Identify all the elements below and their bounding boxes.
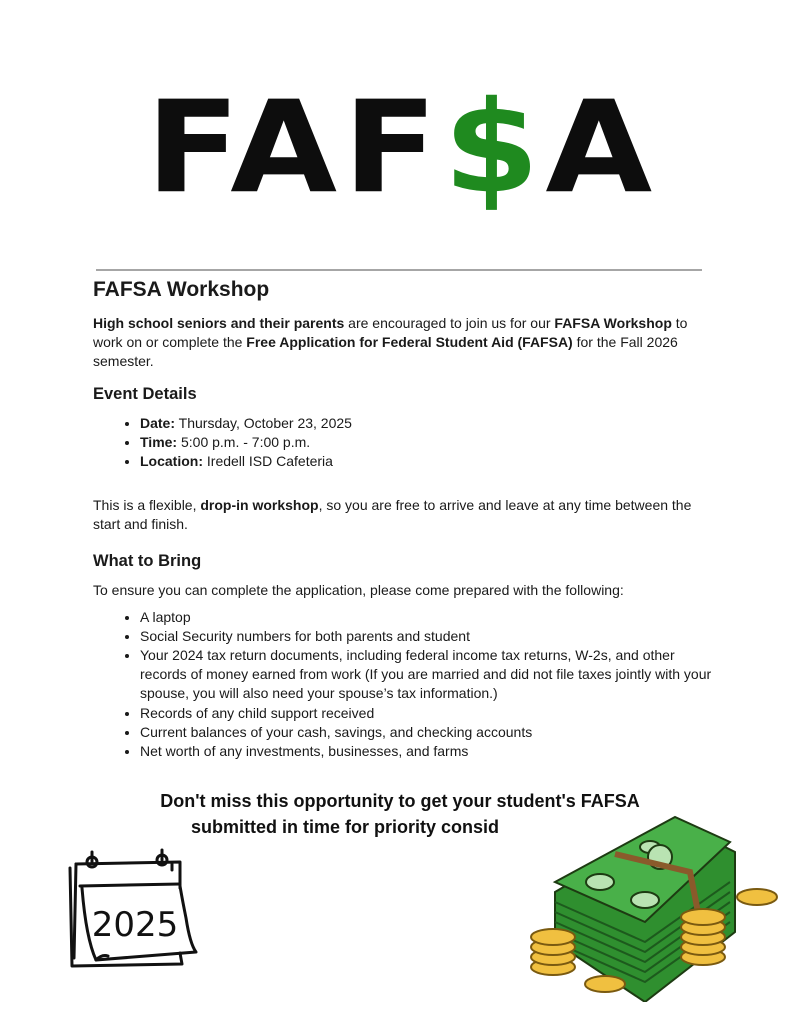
intro-text: to work on or complete the	[93, 315, 688, 350]
detail-date	[140, 414, 713, 433]
intro-text: for the Fall 2026 semester.	[93, 334, 678, 369]
what-to-bring-list	[93, 608, 713, 762]
list-item: • Current balances of your cash, savings, and checking accounts	[140, 723, 713, 742]
dollar-sign-icon: $	[443, 73, 546, 222]
intro-bold-fafsa: Free Application for Federal Student Aid (FAFSA)	[246, 334, 573, 350]
logo-prefix: FAF	[145, 73, 444, 222]
detail-label: Time:	[140, 434, 178, 451]
list-item: • Records of any child support received	[140, 704, 713, 723]
list-item: • A laptop	[140, 608, 713, 627]
what-to-bring-heading: What to Bring	[93, 551, 202, 570]
flexible-text: This is a flexible,	[93, 496, 201, 513]
what-to-bring-intro: To ensure you can complete the application, please come prepared with the following:	[93, 581, 624, 598]
logo-text	[145, 73, 659, 222]
list-item: • Your 2024 tax return documents, including federal income tax returns, W-2s, and other records of money earned from work (If you are married and did not file taxes jointly with your spouse, you will also need your spouse’s tax information.)	[140, 646, 713, 704]
detail-time	[140, 433, 713, 452]
money-stack-icon	[525, 812, 780, 1002]
intro-paragraph	[93, 314, 713, 371]
logo-suffix: A	[545, 73, 659, 222]
list-item: • Net worth of any investments, businesses, and farms	[140, 742, 713, 761]
cta-line-1: Don't miss this opportunity to get your student's FAFSA	[160, 791, 640, 811]
event-details-list	[93, 414, 713, 472]
detail-label: Location:	[140, 453, 203, 470]
intro-text: are encouraged to join us for our	[344, 315, 555, 331]
detail-value: 5:00 p.m. - 7:00 p.m.	[177, 434, 311, 451]
flexible-text: , so you are free to arrive and leave at any time between the start and finish.	[93, 496, 692, 532]
list-item: • Social Security numbers for both parents and student	[140, 627, 713, 646]
fafsa-logo	[145, 73, 659, 222]
intro-bold-audience: High school seniors and their parents	[93, 315, 345, 331]
detail-value: Thursday, October 23, 2025	[175, 415, 352, 431]
document-body	[93, 278, 713, 783]
detail-label: Date:	[140, 415, 176, 431]
page-title: FAFSA Workshop	[93, 278, 270, 301]
horizontal-divider	[96, 269, 702, 271]
detail-location	[140, 452, 713, 471]
event-details-heading: Event Details	[93, 385, 197, 403]
flexible-bold: drop-in workshop	[200, 496, 319, 513]
detail-value: Iredell ISD Cafeteria	[203, 453, 333, 470]
svg-text:2025: 2025	[91, 905, 179, 945]
calendar-icon	[62, 848, 207, 973]
intro-bold-workshop: FAFSA Workshop	[554, 315, 672, 331]
cta-line-2: submitted in time for priority consid	[190, 817, 500, 837]
flexible-paragraph	[93, 496, 713, 534]
